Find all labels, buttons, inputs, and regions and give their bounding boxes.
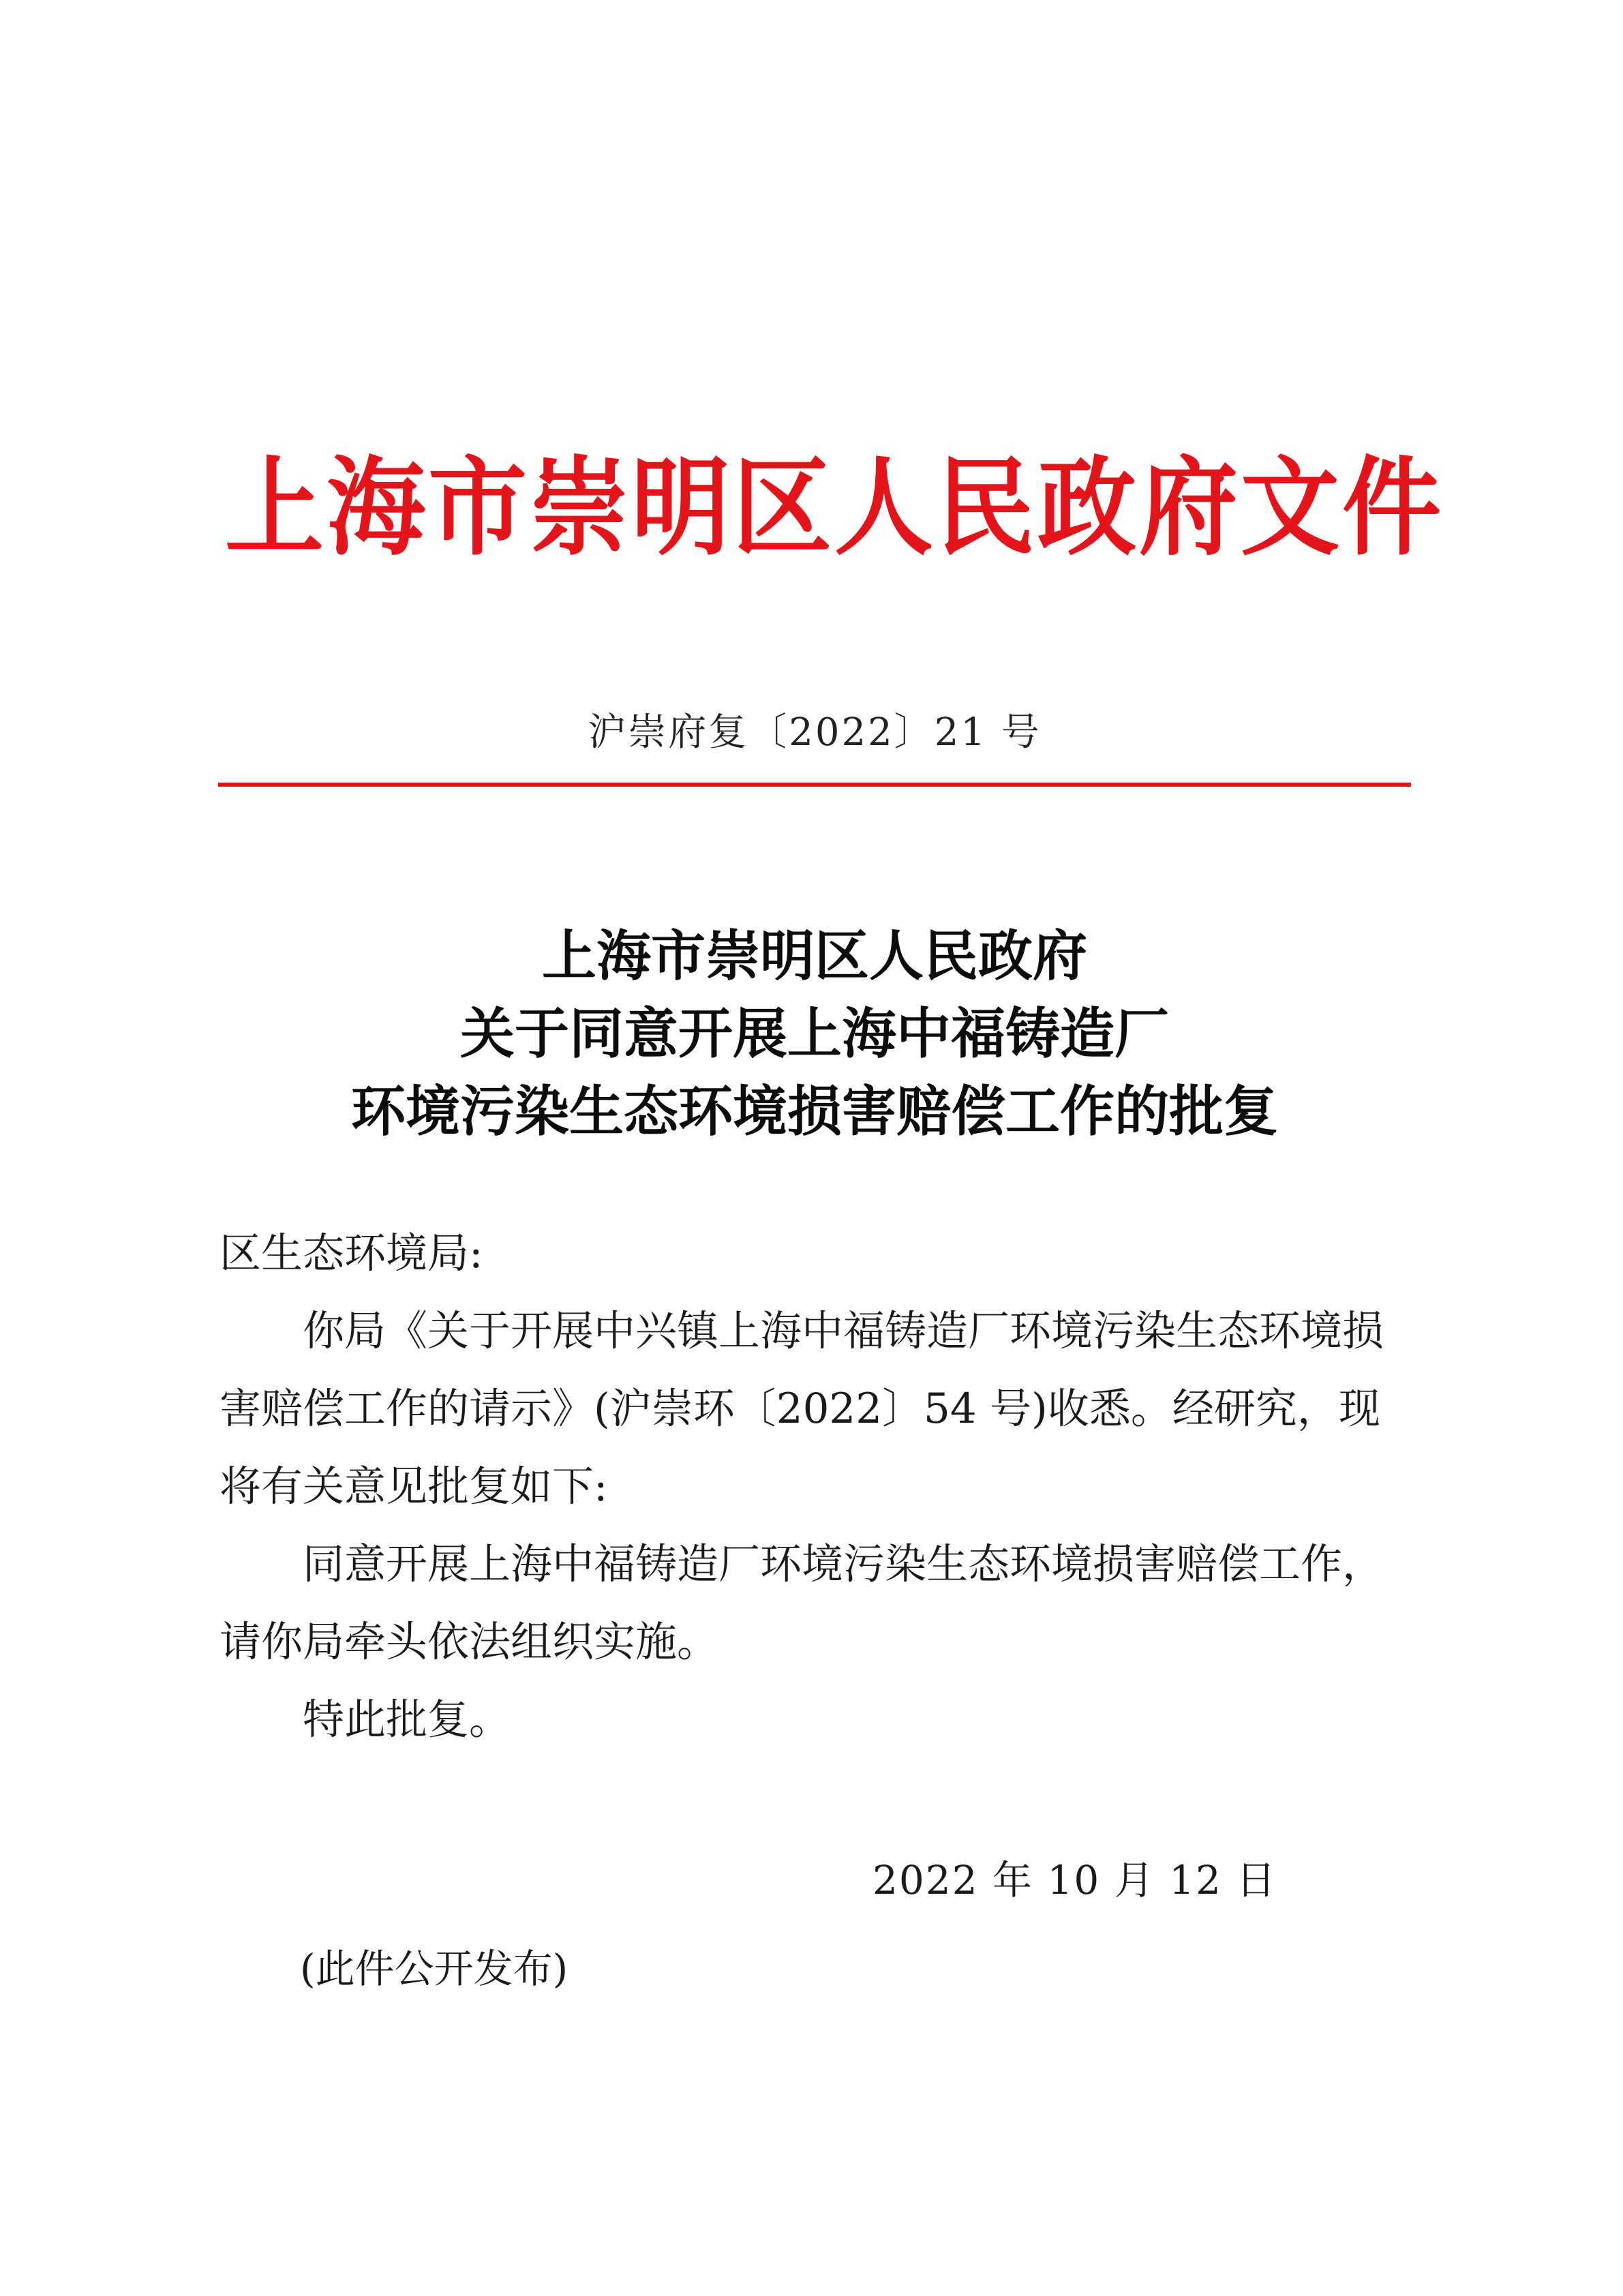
- document-body: [219, 1215, 1419, 1759]
- body-paragraph-closing: 特此批复。: [303, 1695, 511, 1744]
- publication-note: (此件公开发布): [300, 1946, 568, 1992]
- title-line-3: 环境污染生态环境损害赔偿工作的批复: [351, 1079, 1278, 1143]
- issue-date: 2022 年 10 月 12 日: [873, 1857, 1277, 1903]
- issuer-red-header: 上海市崇明区人民政府文件: [225, 445, 1444, 571]
- title-line-2: 关于同意开展上海中福铸造厂: [460, 1001, 1169, 1066]
- title-line-1: 上海市崇明区人民政府: [542, 924, 1087, 988]
- document-number: 沪崇府复〔2022〕21 号: [588, 710, 1042, 755]
- red-separator-line: [218, 783, 1411, 787]
- body-paragraph-approval: 同意开展上海中福铸造厂环境污染生态环境损害赔偿工作，请你局牵头依法组织实施。: [219, 1540, 1384, 1666]
- body-paragraph-request: 你局《关于开展中兴镇上海中福铸造厂环境污染生态环境损害赔偿工作的请示》(沪崇环〔2022〕54 号)收悉。经研究，现将有关意见批复如下:: [219, 1307, 1384, 1511]
- addressee: 区生态环境局:: [219, 1229, 483, 1278]
- document-title: [218, 917, 1411, 1150]
